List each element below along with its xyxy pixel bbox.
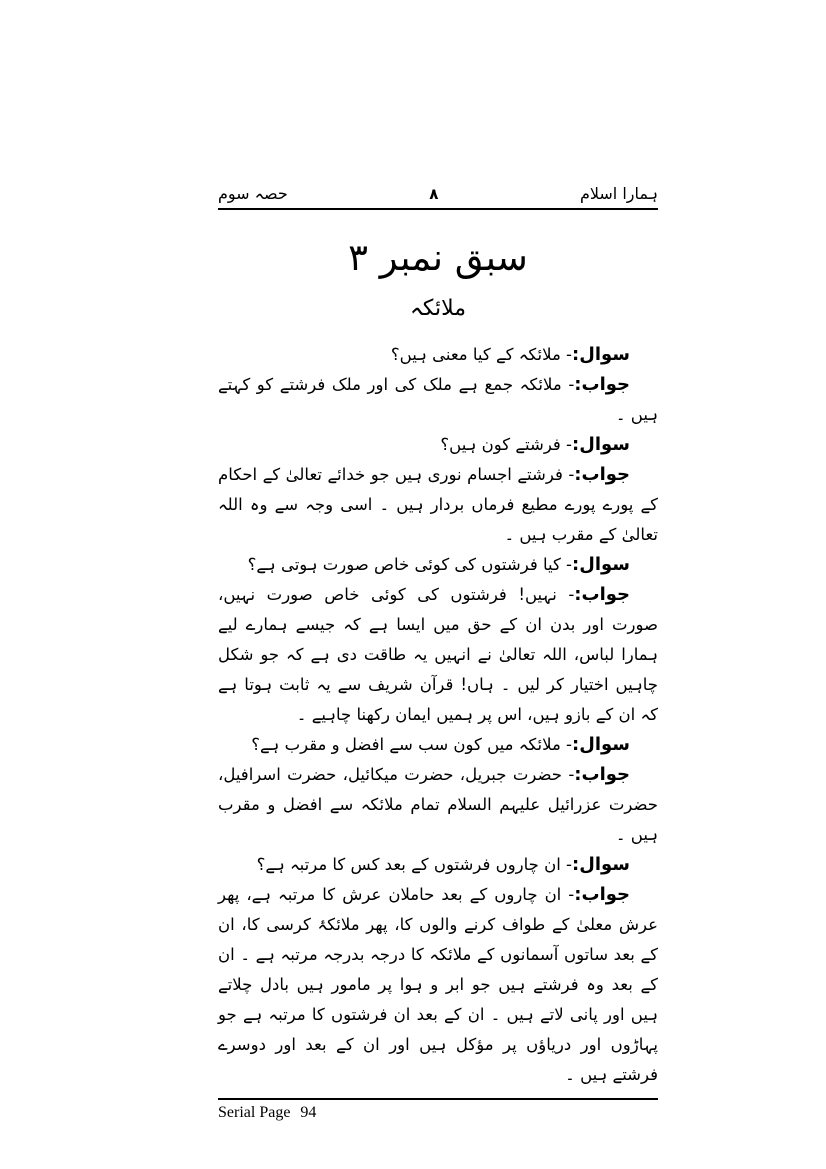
header-book-title: ہمارا اسلام bbox=[579, 184, 658, 203]
answer-1-label: جواب: bbox=[574, 374, 630, 395]
header-page-number: ۸ bbox=[429, 185, 439, 203]
running-header bbox=[218, 183, 658, 210]
page-content bbox=[218, 183, 658, 1123]
question-2 bbox=[218, 430, 658, 460]
answer-5-text: - ان چاروں کے بعد حاملان عرش کا مرتبہ ہے، پھر عرش معلیٰ کے طواف کرنے والوں کا، پھر ملائکۂ کرسی کا، ان کے بعد ساتوں آسمانوں کے ملائکہ کا درجہ بدرجہ مرتبہ ہے ۔ ان کے بعد وہ فرشتے ہیں جو ابر و ہوا پر مامور ہیں بادل چلاتے ہیں اور پانی لاتے ہیں ۔ ان کے بعد ان فرشتوں کا مرتبہ ہے جو پہاڑوں اور دریاؤں پر مؤکل ہیں اور ان کے بعد اور دوسرے فرشتے ہیں ۔ bbox=[218, 885, 658, 1084]
question-3-label: سوال: bbox=[572, 554, 630, 575]
question-5 bbox=[218, 850, 658, 880]
question-1 bbox=[218, 340, 658, 370]
lesson-subtitle: ملائکہ bbox=[409, 296, 467, 321]
answer-5 bbox=[218, 880, 658, 1090]
lesson-body bbox=[218, 340, 658, 1090]
answer-1 bbox=[218, 370, 658, 430]
answer-4-label: جواب: bbox=[574, 764, 630, 785]
page-footer bbox=[218, 1098, 658, 1123]
question-5-text: - ان چاروں فرشتوں کے بعد کس کا مرتبہ ہے؟ bbox=[256, 855, 573, 874]
answer-3-text: - نہیں! فرشتوں کی کوئی خاص صورت نہیں، صورت اور بدن ان کے حق میں ایسا ہے کہ جیسے ہمارے لیے ہمارا لباس، اللہ تعالیٰ نے انہیں یہ طاقت دی ہے کہ جو شکل چاہیں اختیار کر لیں ۔ ہاں! قرآن شریف سے یہ ثابت ہوتا ہے کہ ان کے بازو ہیں، اس پر ہمیں ایمان رکھنا چاہیے ۔ bbox=[218, 585, 658, 724]
answer-5-label: جواب: bbox=[574, 884, 630, 905]
answer-2 bbox=[218, 460, 658, 550]
question-4-text: - ملائکہ میں کون سب سے افضل و مقرب ہے؟ bbox=[251, 735, 573, 754]
answer-3-label: جواب: bbox=[574, 584, 630, 605]
header-part-label: حصہ سوم bbox=[218, 184, 288, 203]
answer-4 bbox=[218, 760, 658, 850]
answer-2-text: - فرشتے اجسام نوری ہیں جو خدائے تعالیٰ کے احکام کے پورے پورے مطیع فرماں بردار ہیں ۔ اسی وجہ سے وہ اللہ تعالیٰ کے مقرب ہیں ۔ bbox=[218, 465, 658, 544]
question-3 bbox=[218, 550, 658, 580]
question-4-label: سوال: bbox=[572, 734, 630, 755]
answer-3 bbox=[218, 580, 658, 730]
serial-page-label: Serial Page bbox=[218, 1104, 291, 1121]
serial-page-number: 94 bbox=[300, 1104, 317, 1121]
question-4 bbox=[218, 730, 658, 760]
answer-1-text: - ملائکہ جمع ہے ملک کی اور ملک فرشتے کو کہتے ہیں ۔ bbox=[218, 375, 658, 424]
lesson-title: سبق نمبر ۳ bbox=[348, 236, 528, 279]
question-5-label: سوال: bbox=[572, 854, 630, 875]
question-1-text: - ملائکہ کے کیا معنی ہیں؟ bbox=[390, 345, 573, 364]
question-3-text: - کیا فرشتوں کی کوئی خاص صورت ہوتی ہے؟ bbox=[247, 555, 573, 574]
question-2-text: - فرشتے کون ہیں؟ bbox=[440, 435, 573, 454]
question-1-label: سوال: bbox=[572, 344, 630, 365]
answer-4-text: - حضرت جبریل، حضرت میکائیل، حضرت اسرافیل، حضرت عزرائیل علیہم السلام تمام ملائکہ سے افضل و مقرب ہیں ۔ bbox=[218, 765, 658, 844]
question-2-label: سوال: bbox=[572, 434, 630, 455]
answer-2-label: جواب: bbox=[574, 464, 630, 485]
